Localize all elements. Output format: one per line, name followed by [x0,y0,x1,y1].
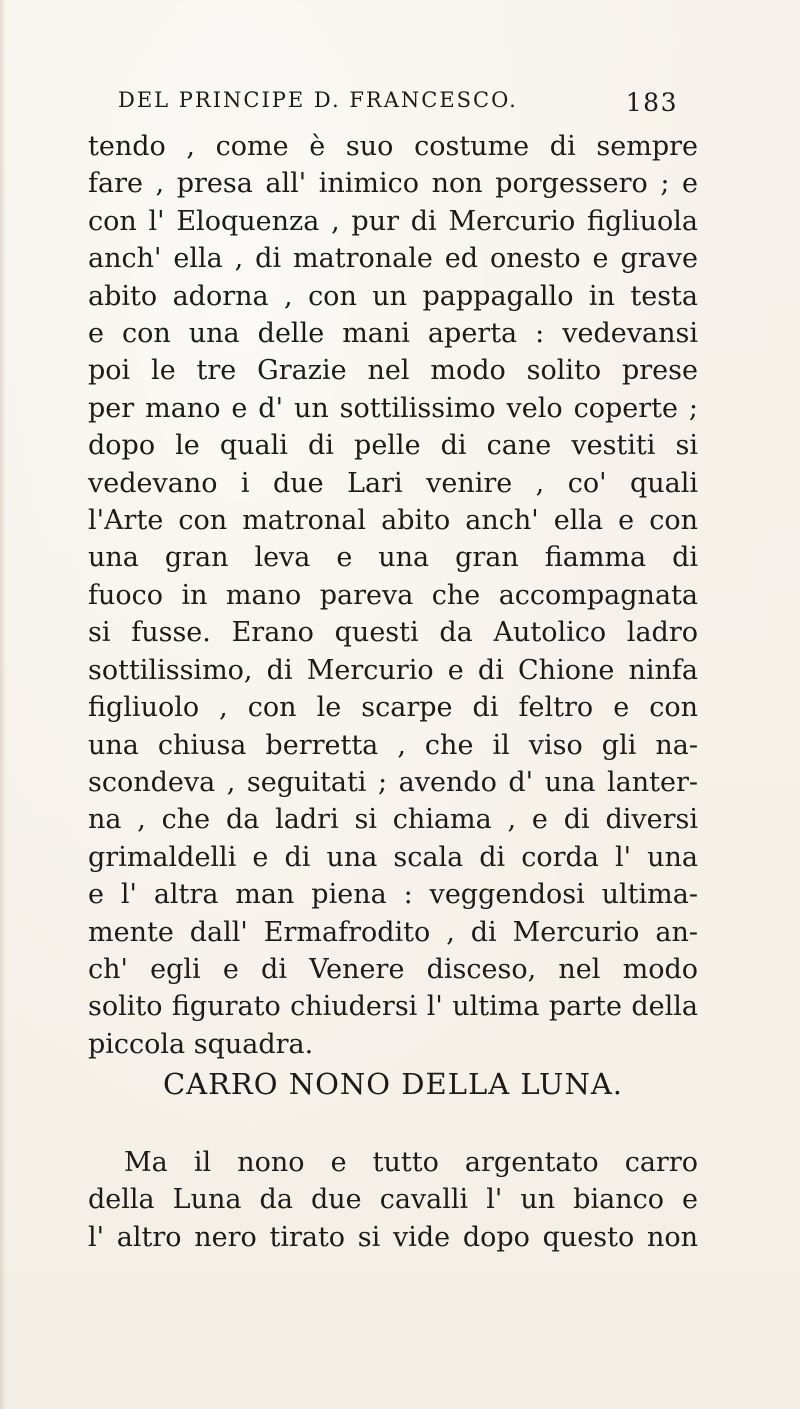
text-line: vedevano i due Lari venire , co' quali [88,467,698,499]
text-line: tendo , come è suo costume di sempre [88,131,698,162]
text-line: sottilissimo, di Mercurio e di Chione ninfa [88,654,698,686]
text-line: una gran leva e una gran fiamma di [88,542,698,574]
page-edge-shadow [0,0,6,1409]
text-line: grimaldelli e di una scala di corda l' una [88,841,698,873]
text-line: na , che da ladri si chiama , e di diversi [88,804,698,836]
text-line: l' altro nero tirato si vide dopo questo non [88,1221,698,1253]
text-line: con l' Eloquenza , pur di Mercurio figliuola [88,205,698,237]
text-line: fare , presa all' inimico non porgessero ; e [88,168,698,200]
text-line: fuoco in mano pareva che accompagnata [88,579,698,611]
text-line: piccola squadra. [88,1028,314,1060]
text-line: Ma il nono e tutto argentato carro [124,1147,698,1178]
text-line: e l' altra man piena : veggendosi ultima- [88,879,698,911]
text-line: per mano e d' un sottilissimo velo coperte ; [88,392,698,424]
running-title: DEL PRINCIPE D. FRANCESCO. [118,88,518,112]
text-line: e con una delle mani aperta : vedevansi [88,318,698,350]
text-line: mente dall' Ermafrodito , di Mercurio an- [88,916,698,948]
text-line: solito figurato chiudersi l' ultima parte della [88,991,698,1023]
text-line: si fusse. Erano questi da Autolico ladro [88,617,698,649]
section-text [88,1144,698,1256]
text-line: una chiusa berretta , che il viso gli na- [88,729,698,761]
text-line: scondeva , seguitati ; avendo d' una lanter- [88,766,698,798]
text-line: abito adorna , con un pappagallo in testa [88,280,698,312]
body-text [88,128,698,1063]
text-line: l'Arte con matronal abito anch' ella e con [88,505,698,537]
section-heading: CARRO NONO DELLA LUNA. [162,1067,624,1101]
text-line: della Luna da due cavalli l' un bianco e [88,1184,698,1216]
text-line: dopo le quali di pelle di cane vestiti si [88,430,698,462]
text-line: poi le tre Grazie nel modo solito prese [88,355,698,387]
text-line: anch' ella , di matronale ed onesto e grave [88,243,698,275]
text-line: figliuolo , con le scarpe di feltro e con [88,692,698,724]
running-head [118,88,678,118]
page-number: 183 [625,88,678,117]
text-line: ch' egli e di Venere disceso, nel modo [88,953,698,985]
